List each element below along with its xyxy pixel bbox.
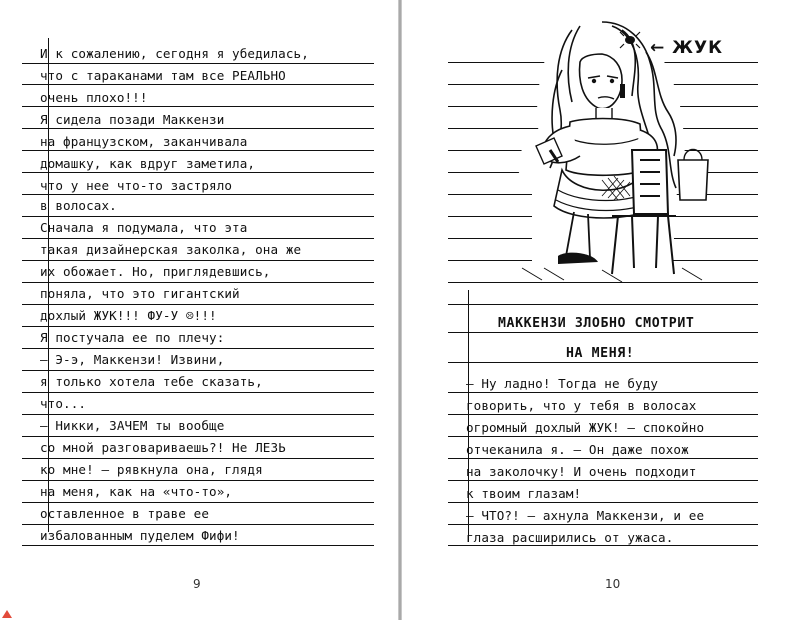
corner-arrow-icon — [2, 610, 12, 618]
left-text-line: я только хотела тебе сказать, — [40, 374, 263, 389]
left-text-line: Я сидела позади Маккензи — [40, 112, 225, 127]
bug-label: ← ЖУК — [650, 38, 723, 58]
illustration-caption: МАККЕНЗИ ЗЛОБНО СМОТРИТ — [498, 316, 695, 331]
right-text-line: глаза расширились от ужаса. — [466, 530, 674, 545]
right-text-line: — ЧТО?! — ахнула Маккензи, и ее — [466, 508, 705, 523]
right-text-line: отчеканила я. — Он даже похож — [466, 442, 689, 457]
left-text-line: — Никки, ЗАЧЕМ ты вообще — [40, 418, 225, 433]
left-text-line: на французском, заканчивала — [40, 134, 248, 149]
left-text-line: Сначала я подумала, что эта — [40, 220, 248, 235]
left-text-line: что... — [40, 396, 87, 411]
right-text-line: — Ну ладно! Тогда не буду — [466, 376, 659, 391]
right-text-line: говорить, что у тебя в волосах — [466, 398, 697, 413]
left-text-line: оставленное в траве ее — [40, 506, 210, 521]
left-page — [0, 0, 398, 620]
right-page — [402, 0, 800, 620]
left-text-line: Я постучала ее по плечу: — [40, 330, 225, 345]
left-text-line: в волосах. — [40, 198, 117, 213]
left-text-line: такая дизайнерская заколка, она же — [40, 242, 302, 257]
left-text-line: — Э-э, Маккензи! Извини, — [40, 352, 225, 367]
left-text-line: дохлый ЖУК!!! ФУ-У ☹!!! — [40, 308, 217, 323]
left-text-line: их обожает. Но, приглядевшись, — [40, 264, 271, 279]
page-number-right: 10 — [605, 577, 621, 591]
right-text-line: к твоим глазам! — [466, 486, 582, 501]
left-text-line: избалованным пуделем Фифи! — [40, 528, 240, 543]
left-text-line: что с тараканами там все РЕАЛЬНО — [40, 68, 286, 83]
left-text-line: на меня, как на «что-то», — [40, 484, 233, 499]
page-number-left: 9 — [193, 577, 201, 591]
illustration-caption: НА МЕНЯ! — [566, 346, 635, 361]
left-text-line: что у нее что-то застряло — [40, 178, 233, 193]
left-text-line: поняла, что это гигантский — [40, 286, 240, 301]
left-text-line: ко мне! — рявкнула она, глядя — [40, 462, 263, 477]
right-text-line: на заколочку! И очень подходит — [466, 464, 697, 479]
left-text-line: очень плохо!!! — [40, 90, 148, 105]
left-text-line: И к сожалению, сегодня я убедилась, — [40, 46, 309, 61]
left-text-line: домашку, как вдруг заметила, — [40, 156, 256, 171]
left-text-line: со мной разговариваешь?! Не ЛЕЗЬ — [40, 440, 286, 455]
right-text-line: огромный дохлый ЖУК! — спокойно — [466, 420, 705, 435]
